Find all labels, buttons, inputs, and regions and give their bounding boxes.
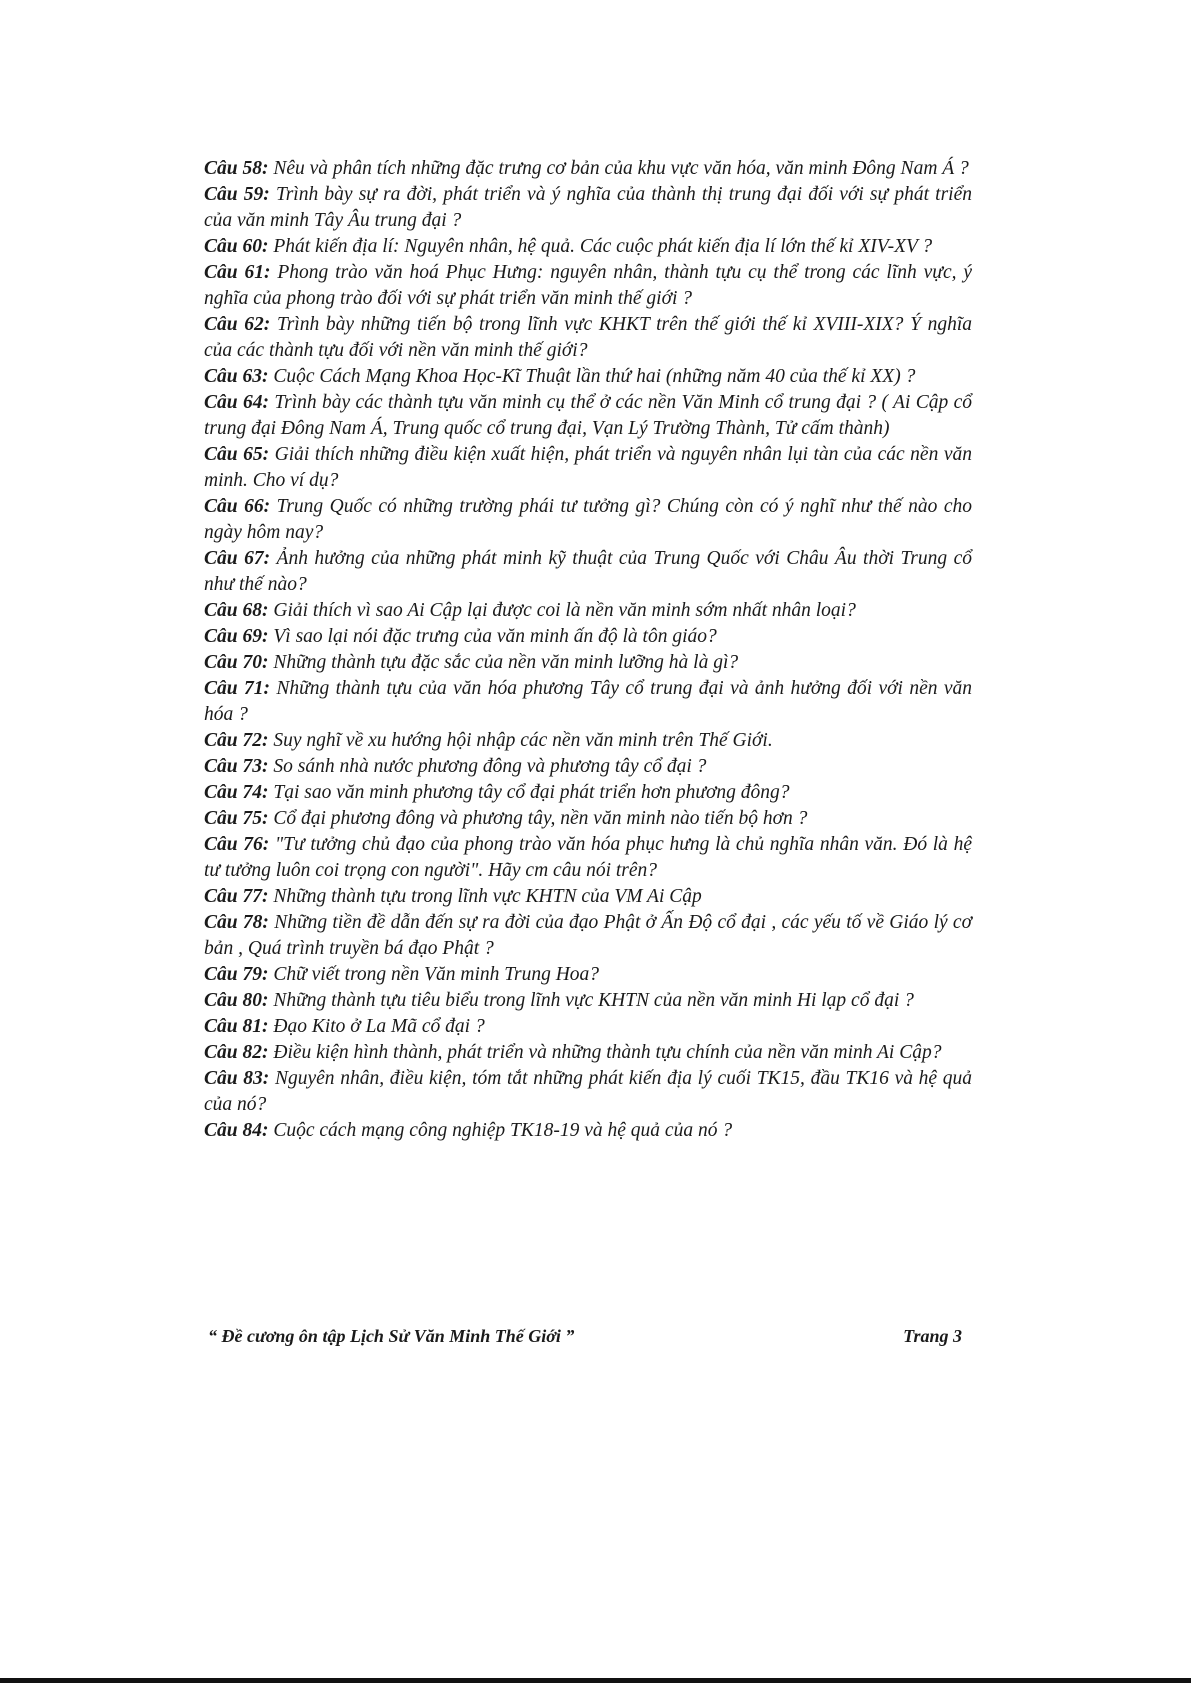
question-label: Câu 67: <box>204 548 271 569</box>
question-item <box>204 182 972 234</box>
question-label: Câu 59: <box>204 184 270 205</box>
question-text: Giải thích vì sao Ai Cập lại được coi là nền văn minh sớm nhất nhân loại? <box>273 600 856 621</box>
question-text: Suy nghĩ về xu hướng hội nhập các nền văn minh trên Thế Giới. <box>273 730 773 751</box>
question-label: Câu 73: <box>204 756 269 777</box>
question-text: Cuộc Cách Mạng Khoa Học-Kĩ Thuật lần thứ hai (những năm 40 của thế kỉ XX) ? <box>273 366 916 387</box>
question-text: Ảnh hưởng của những phát minh kỹ thuật của Trung Quốc với Châu Âu thời Trung cổ như thế nào? <box>204 548 972 595</box>
question-label: Câu 66: <box>204 496 271 517</box>
question-text: So sánh nhà nước phương đông và phương tây cổ đại ? <box>273 756 707 777</box>
question-item <box>204 598 972 624</box>
question-text: Những tiền đề dẫn đến sự ra đời của đạo Phật ở Ấn Độ cổ đại , các yếu tố về Giáo lý cơ bản , Quá trình truyền bá đạo Phật ? <box>204 912 972 959</box>
question-label: Câu 62: <box>204 314 271 335</box>
question-text: Trình bày sự ra đời, phát triển và ý nghĩa của thành thị trung đại đối với sự phát triển của văn minh Tây Âu trung đại ? <box>204 184 972 231</box>
question-item <box>204 364 972 390</box>
question-text: Tại sao văn minh phương tây cổ đại phát triển hơn phương đông? <box>273 782 790 803</box>
question-label: Câu 63: <box>204 366 269 387</box>
question-text: Những thành tựu đặc sắc của nền văn minh lưỡng hà là gì? <box>273 652 739 673</box>
question-label: Câu 82: <box>204 1042 269 1063</box>
question-text: Những thành tựu trong lĩnh vực KHTN của VM Ai Cập <box>273 886 702 907</box>
question-text: Trung Quốc có những trường phái tư tưởng gì? Chúng còn có ý nghĩ như thế nào cho ngày hôm nay? <box>204 496 972 543</box>
bottom-border <box>0 1678 1191 1683</box>
question-label: Câu 75: <box>204 808 269 829</box>
question-label: Câu 61: <box>204 262 271 283</box>
question-text: Những thành tựu của văn hóa phương Tây cổ trung đại và ảnh hưởng đối với nền văn hóa ? <box>204 678 973 725</box>
question-item <box>204 1118 972 1144</box>
footer-title: “ Đề cương ôn tập Lịch Sử Văn Minh Thế Giới ” <box>208 1326 575 1346</box>
question-label: Câu 70: <box>204 652 269 673</box>
question-item <box>204 832 972 884</box>
question-item <box>204 546 972 598</box>
question-item <box>204 260 972 312</box>
question-text: Nguyên nhân, điều kiện, tóm tắt những phát kiến địa lý cuối TK15, đầu TK16 và hệ quả của nó? <box>204 1068 972 1115</box>
question-text: Vì sao lại nói đặc trưng của văn minh ấn độ là tôn giáo? <box>273 626 717 647</box>
question-label: Câu 58: <box>204 158 269 179</box>
question-label: Câu 60: <box>204 236 269 257</box>
question-text: Giải thích những điều kiện xuất hiện, phát triển và nguyên nhân lụi tàn của các nền văn minh. Cho ví dụ? <box>204 444 972 491</box>
question-label: Câu 78: <box>204 912 269 933</box>
question-label: Câu 64: <box>204 392 269 413</box>
document-body <box>204 156 972 1144</box>
question-text: Nêu và phân tích những đặc trưng cơ bản của khu vực văn hóa, văn minh Đông Nam Á ? <box>273 158 969 179</box>
question-item <box>204 806 972 832</box>
question-text: Những thành tựu tiêu biểu trong lĩnh vực KHTN của nền văn minh Hi lạp cổ đại ? <box>273 990 914 1011</box>
question-text: Trình bày các thành tựu văn minh cụ thể ở các nền Văn Minh cổ trung đại ? ( Ai Cập cổ trung đại Đông Nam Á, Trung quốc cổ trung đại, Vạn Lý Trường Thành, Tử cấm thành) <box>204 392 973 439</box>
question-item <box>204 234 972 260</box>
question-item <box>204 910 972 962</box>
question-item <box>204 780 972 806</box>
question-text: Phong trào văn hoá Phục Hưng: nguyên nhân, thành tựu cụ thể trong các lĩnh vực, ý nghĩa của phong trào đối với sự phát triển văn minh thế giới ? <box>204 262 972 309</box>
question-item <box>204 156 972 182</box>
question-text: Đạo Kito ở La Mã cổ đại ? <box>273 1016 485 1037</box>
question-label: Câu 68: <box>204 600 269 621</box>
question-label: Câu 74: <box>204 782 269 803</box>
question-item <box>204 624 972 650</box>
question-item <box>204 312 972 364</box>
question-label: Câu 84: <box>204 1120 269 1141</box>
question-label: Câu 76: <box>204 834 270 855</box>
question-item <box>204 1040 972 1066</box>
question-label: Câu 71: <box>204 678 270 699</box>
question-text: "Tư tưởng chủ đạo của phong trào văn hóa phục hưng là chủ nghĩa nhân văn. Đó là hệ tư tưởng luôn coi trọng con người". Hãy cm câu nói trên? <box>204 834 972 881</box>
question-label: Câu 81: <box>204 1016 269 1037</box>
question-text: Cổ đại phương đông và phương tây, nền văn minh nào tiến bộ hơn ? <box>273 808 808 829</box>
question-text: Cuộc cách mạng công nghiệp TK18-19 và hệ quả của nó ? <box>273 1120 733 1141</box>
question-item <box>204 494 972 546</box>
question-item <box>204 962 972 988</box>
question-item <box>204 676 972 728</box>
question-item <box>204 728 972 754</box>
question-item <box>204 390 972 442</box>
question-item <box>204 884 972 910</box>
question-text: Điều kiện hình thành, phát triển và những thành tựu chính của nền văn minh Ai Cập? <box>273 1042 942 1063</box>
question-label: Câu 77: <box>204 886 269 907</box>
question-item <box>204 1066 972 1118</box>
question-label: Câu 83: <box>204 1068 270 1089</box>
question-label: Câu 80: <box>204 990 269 1011</box>
question-item <box>204 442 972 494</box>
question-text: Chữ viết trong nền Văn minh Trung Hoa? <box>273 964 600 985</box>
question-label: Câu 69: <box>204 626 269 647</box>
question-item <box>204 988 972 1014</box>
question-label: Câu 65: <box>204 444 270 465</box>
page-number: Trang 3 <box>903 1326 962 1346</box>
question-item <box>204 754 972 780</box>
question-label: Câu 79: <box>204 964 269 985</box>
question-item <box>204 1014 972 1040</box>
question-label: Câu 72: <box>204 730 269 751</box>
question-text: Phát kiến địa lí: Nguyên nhân, hệ quả. Các cuộc phát kiến địa lí lớn thế kỉ XIV-XV ? <box>273 236 933 257</box>
question-item <box>204 650 972 676</box>
question-text: Trình bày những tiến bộ trong lĩnh vực KHKT trên thế giới thế kỉ XVIII-XIX? Ý nghĩa của các thành tựu đối với nền văn minh thế giới? <box>204 314 972 361</box>
